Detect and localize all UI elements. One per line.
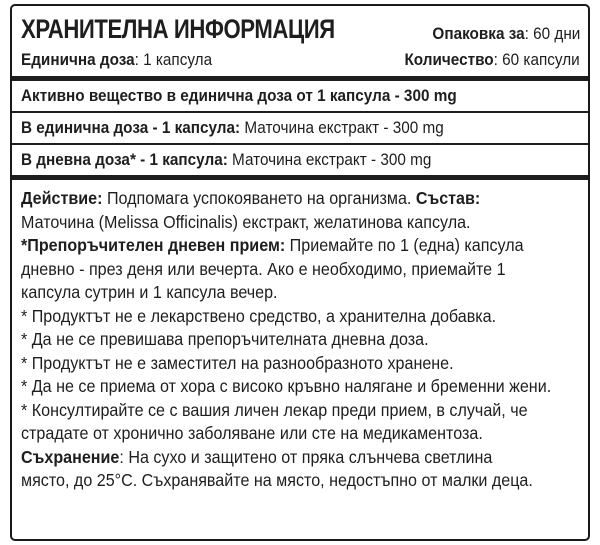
quantity-value: : 60 капсули bbox=[493, 50, 580, 69]
warning-note-continued: страдате от хронично заболяване или сте на медикаментоза. bbox=[21, 423, 483, 443]
action-label: Действие: bbox=[21, 188, 103, 208]
intake-line bbox=[21, 234, 582, 258]
daily-dose-value: Маточина екстракт - 300 mg bbox=[227, 150, 432, 169]
storage-text: : На сухо и защитено от пряка слънчева светлина bbox=[119, 446, 493, 467]
label-title: ХРАНИТЕЛНА ИНФОРМАЦИЯ bbox=[21, 14, 335, 44]
package-label: Опаковка за bbox=[432, 24, 525, 43]
warning-note: * Продуктът не е заместител на разнообразното хранене. bbox=[21, 352, 454, 373]
composition-label: Състав: bbox=[415, 188, 481, 208]
single-dose-line bbox=[21, 50, 212, 70]
warning-note: * Консултирайте се с вашия личен лекар преди прием, в случай, че bbox=[21, 399, 528, 420]
quantity-line bbox=[405, 50, 580, 70]
single-dose-value: : 1 капсула bbox=[134, 50, 213, 69]
single-dose-label: Единична доза bbox=[21, 50, 135, 69]
storage-label: Съхранение bbox=[21, 446, 120, 467]
intake-label: *Препоръчителен дневен прием: bbox=[21, 235, 286, 255]
warning-note: * Продуктът не е лекарствено средство, а хранителна добавка. bbox=[21, 305, 497, 326]
intake-text-2: дневно - през деня или вечерта. Ако е необходимо, приемайте 1 bbox=[21, 258, 506, 279]
label-header bbox=[12, 6, 588, 76]
intake-text-3: капсула сутрин и 1 капсула вечер. bbox=[21, 282, 278, 302]
daily-dose-row bbox=[12, 145, 588, 175]
nutrition-label bbox=[10, 4, 590, 541]
package-line bbox=[432, 24, 580, 44]
active-substance-row bbox=[12, 81, 588, 111]
description-block bbox=[12, 180, 588, 493]
quantity-label: Количество bbox=[404, 50, 494, 69]
per-dose-row bbox=[12, 113, 588, 143]
storage-line bbox=[21, 446, 582, 470]
action-text: Подпомага успокояването на организма. bbox=[102, 188, 416, 208]
daily-dose-label: В дневна доза* - 1 капсула: bbox=[21, 150, 228, 169]
action-line bbox=[21, 187, 582, 211]
composition-text: Маточина (Melissa Officinalis) екстракт, желатинова капсула. bbox=[21, 211, 471, 232]
storage-text-2: място, до 25°С. Съхранявайте на място, недостъпно от малки деца. bbox=[21, 470, 533, 490]
per-dose-label: В единична доза - 1 капсула: bbox=[21, 118, 241, 137]
warning-note: * Да не се превишава препоръчителната дневна доза. bbox=[21, 329, 429, 349]
intake-text: Приемайте по 1 (една) капсула bbox=[285, 235, 524, 255]
active-substance-text: Активно вещество в единична доза от 1 капсула - 300 mg bbox=[21, 86, 457, 105]
package-value: : 60 дни bbox=[524, 24, 580, 43]
warning-note: * Да не се приема от хора с високо кръвно налягане и бременни жени. bbox=[21, 376, 552, 396]
per-dose-value: Маточина екстракт - 300 mg bbox=[240, 118, 444, 137]
